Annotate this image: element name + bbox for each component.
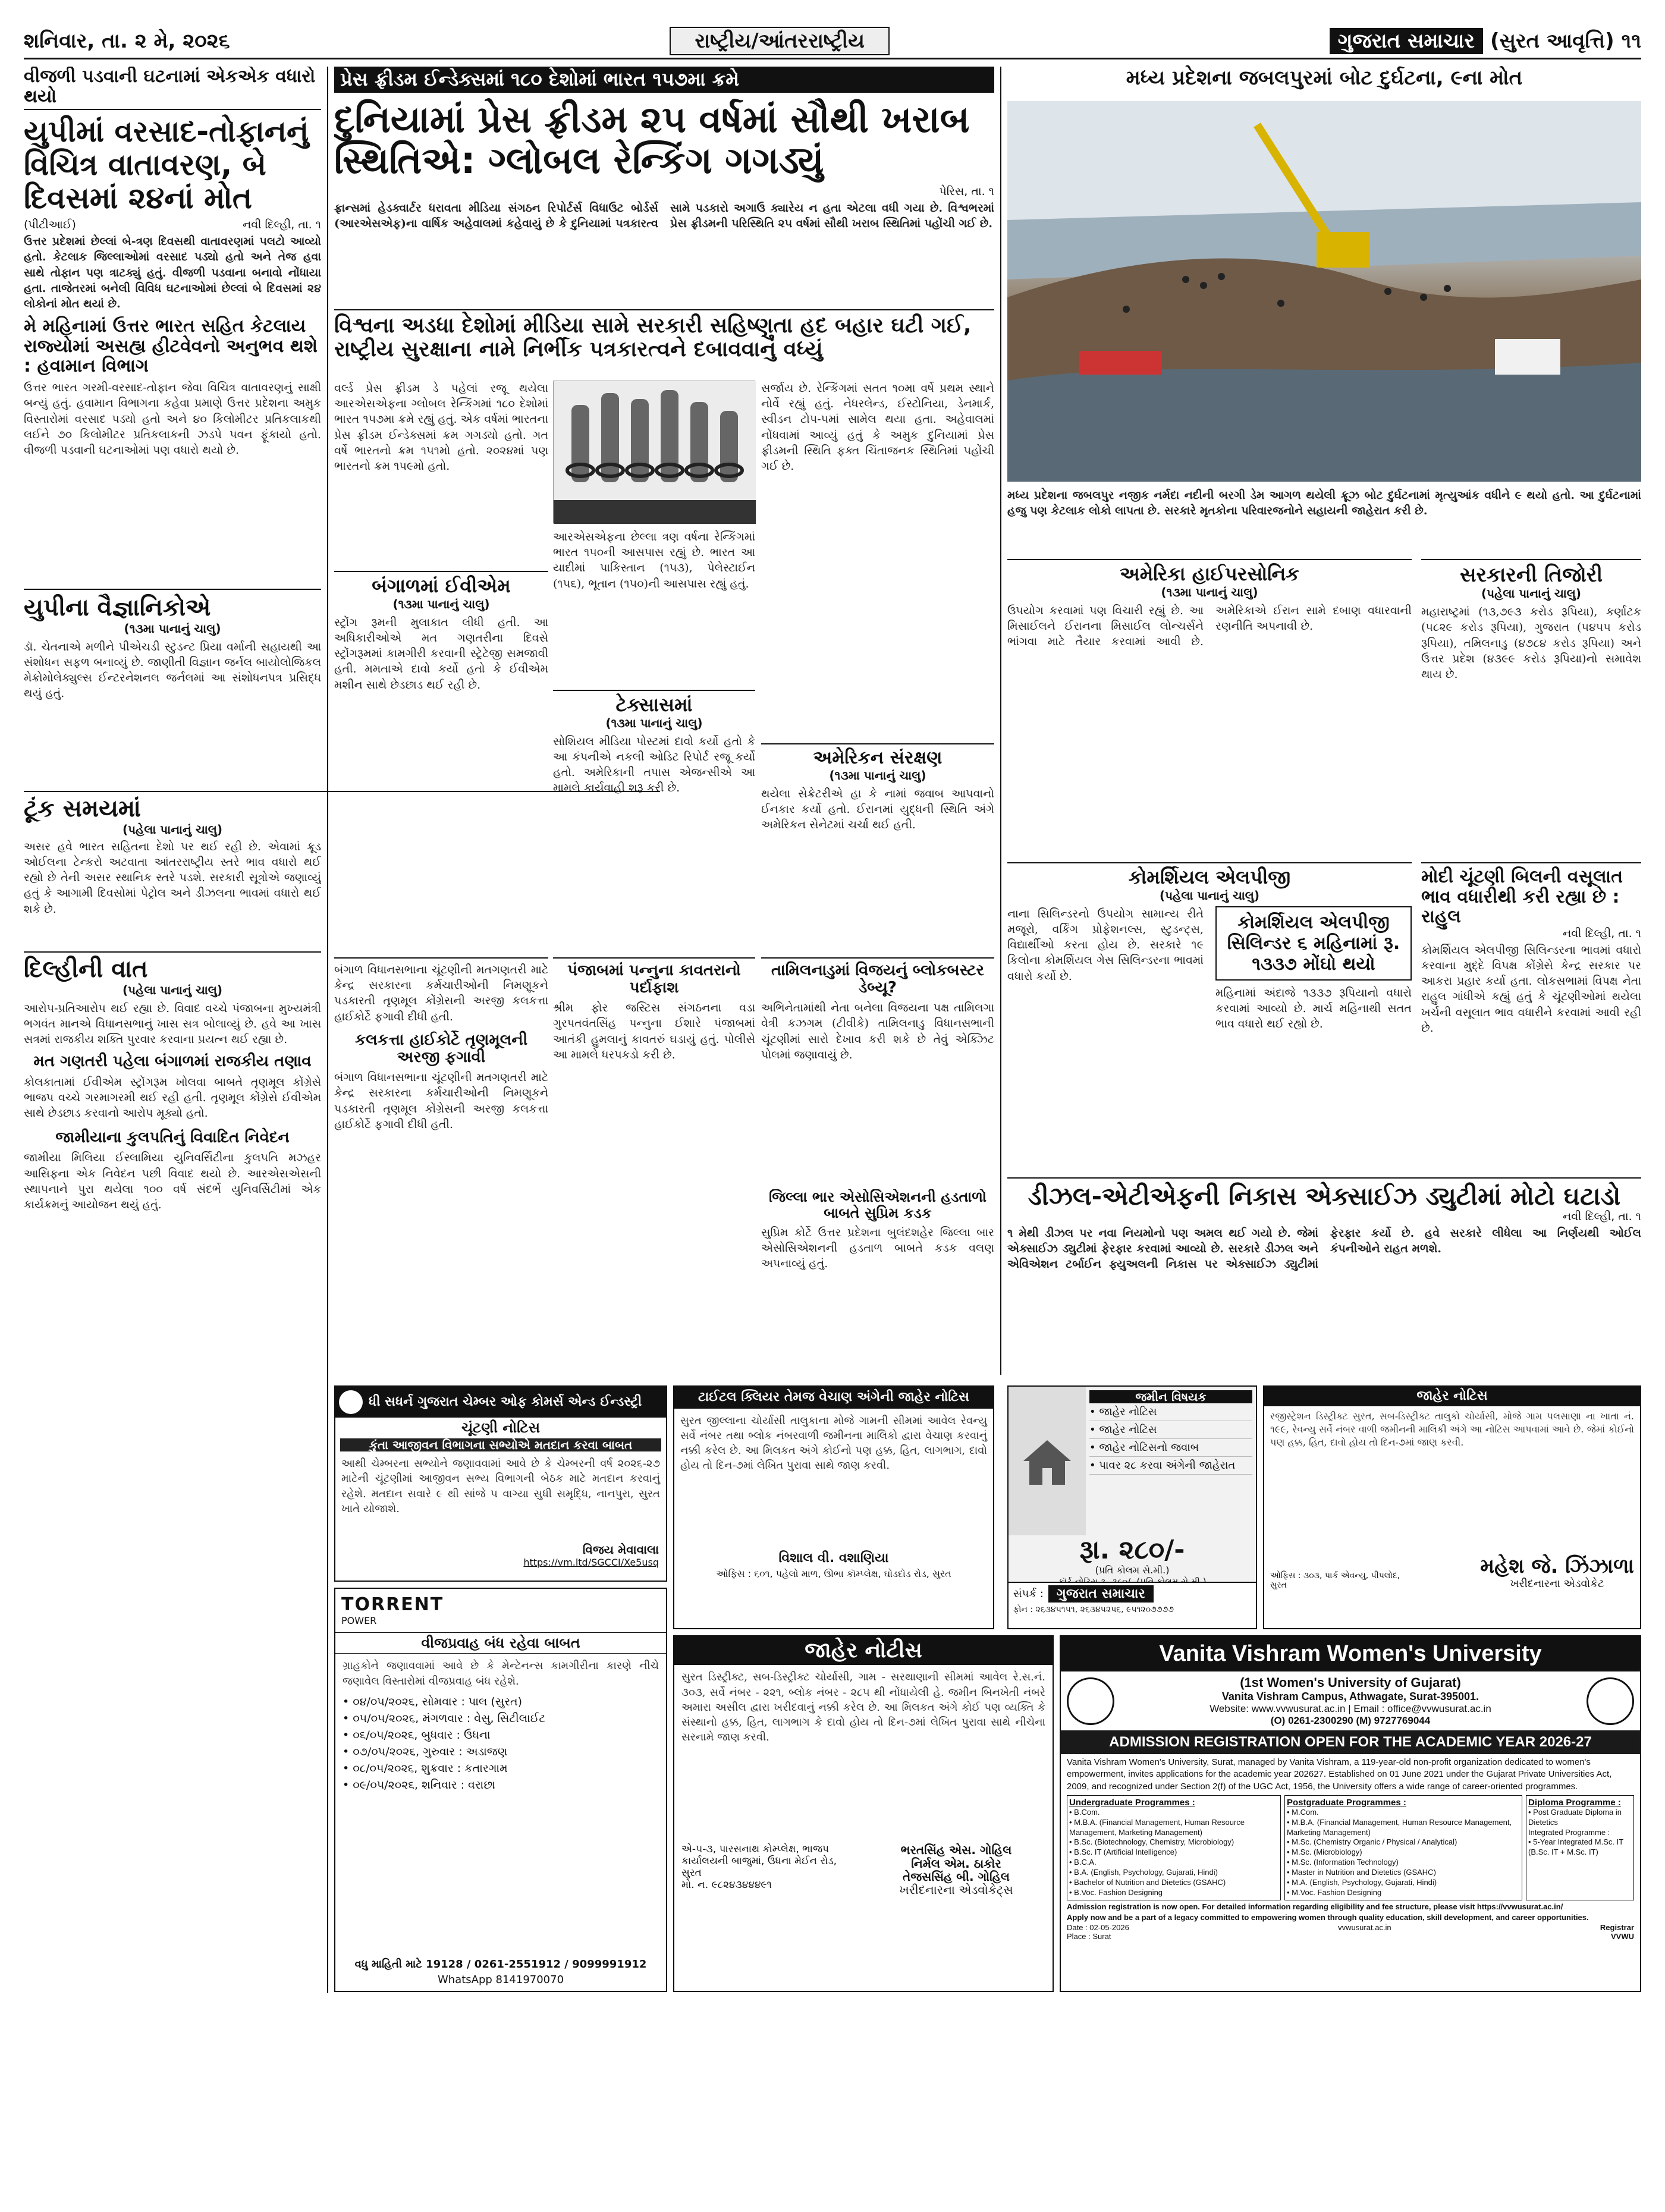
up-scientists-title: યુપીના વૈજ્ઞાનિકોએ <box>24 594 211 621</box>
vvwu-emblem-icon <box>1587 1677 1634 1725</box>
torrent-brand <box>335 1589 666 1632</box>
schedule-row: • ૦૫/૦૫/૨૦૨૬, મંગળવાર : વેસુ, સિટીલાઈટ <box>343 1711 546 1725</box>
press-body-text-3: સર્જાય છે. રેન્કિંગમાં સતત ૧૦મા વર્ષે પ્રથમ સ્થાને નોર્વે રહ્યું હતું. નેધરલેન્ડ, ઈસ્ટોનિયા, ડેનમાર્ક, સ્વીડન ટોપ-૫માં સામેલ થયા હતા. અહેવાલમાં નોંધવામાં આવ્યું હતું કે અમુક દુનિયામાં પ્રેસ ફ્રીડમની સ્થિતિ ફક્ત ચિંતાજનક સ્થિતિમાં પહોંચી ગઈ છે. <box>761 382 994 473</box>
schedule-row: • ૦૮/૦૫/૨૦૨૬, શુક્રવાર : કતારગામ <box>343 1761 508 1775</box>
torrent-ad <box>334 1588 667 1992</box>
vijay-body: અભિનેતામાંથી નેતા બનેલા વિજયના પક્ષ તામિલગા વેત્રી કઝગમ (ટીવીકે) તામિલનાડુ વિધાનસભાની ચૂંટણીમાં સારો દેખાવ કરી શકે છે તેવું એક્ઝિટ પોલમાં જણાવાયું છે. <box>761 1001 994 1061</box>
lower-col-4 <box>761 1189 994 1374</box>
signatory-2: નિર્મલ એમ. ઠાકોર <box>911 1856 1001 1871</box>
vvwu-pg-box <box>1284 1795 1522 1900</box>
schedule-row: • ૦૭/૦૫/૨૦૨૬, ગુરુવાર : અડાજણ <box>343 1745 508 1758</box>
hypersonic-body: ઉપયોગ કરવામાં પણ વિચારી રહ્યું છે. આ મિસાઈલને ઈરાનના મિસાઈલ લોન્ચર્સને ભાંગવા માટે તૈયાર કરવામાં આવી છે. અમેરિકાએ ઈરાન સામે દબાણ વધારવાની રણનીતિ અપનાવી છે. <box>1007 604 1412 649</box>
tiles-item: • જાહેર નોટિસનો જવાબ <box>1089 1439 1252 1457</box>
public-notice <box>673 1635 1054 1992</box>
up-headline: યુપીમાં વરસાદ-તોફાનનું વિચિત્ર વાતાવરણ, બે દિવસમાં ૨૪નાં મોત <box>24 114 309 216</box>
vvwu-banner: ADMISSION REGISTRATION OPEN FOR THE ACADEMIC YEAR 2026-27 <box>1061 1730 1640 1754</box>
tiles-price: રૂા. ૨૮૦/- <box>1079 1535 1185 1565</box>
chamber-logo-icon <box>339 1390 363 1414</box>
photo-kicker: મધ્ય પ્રદેશના જબલપુરમાં બોટ દુર્ઘટના, ૯ના મોત <box>1126 66 1523 90</box>
continued-note: (૧૩મા પાનાનું ચાલુ) <box>124 621 221 636</box>
public-notice-addr: એ-૫-૩, પારસનાથ કોમ્પ્લેક્ષ, ભાજપ કાર્યાલયની બાજુમાં, ઉધના મેઈન રોડ, સુરત <box>681 1843 837 1880</box>
title-clear-sign: વિશાલ વી. વશાણિયા <box>778 1550 889 1566</box>
press-kicker: પ્રેસ ફ્રીડમ ઈન્ડેક્સમાં ૧૮૦ દેશોમાં ભારત ૧૫૭મા ક્રમે <box>334 67 994 93</box>
press-body-text-2: આરએસએફના છેલ્લા ત્રણ વર્ષના રેન્કિંગમાં ભારત ૧૫૦ની આસપાસ રહ્યું છે. ભારત આ યાદીમાં પાકિસ્તાન (૧૫૩), પેલેસ્ટાઈન (૧૫૬), ભૂતાન (૧૫૦)ની આસપાસ રહ્યું હતું. <box>553 530 755 590</box>
vvwu-registrar-org: VVWU <box>1611 1931 1634 1941</box>
right-notice <box>1263 1385 1641 1629</box>
vvwu-ug-head: Undergraduate Programmes : <box>1069 1797 1195 1808</box>
lower-col-1 <box>334 957 548 1374</box>
kolkata-hc-body: બંગાળ વિધાનસભાના ચૂંટણીની મતગણતરી માટે કેન્દ્ર સરકારના કર્મચારીઓની નિમણૂકને પડકારતી તૃણમૂલ કોંગ્રેસની અરજી કલકત્તા હાઈકોર્ટે ફગાવી દીધી હતી. <box>334 1071 548 1131</box>
treasury-body: મહારાષ્ટ્રમાં (૧૩,૭૯૩ કરોડ રૂપિયા), કર્ણાટક (૫૮૨૯ કરોડ રૂપિયા), ગુજરાત (૫૪૫૫ કરોડ રૂપિયા), તમિલનાડુ (૪૭૮૪ કરોડ રૂપિયા) અને ઉત્તર પ્રદેશ (૪૩૯૯ કરોડ રૂપિયા)નો સમાવેશ થાય છે. <box>1421 605 1641 681</box>
vvwu-social[interactable]: vvwusurat.ac.in <box>1338 1922 1391 1932</box>
press-subhead: વિશ્વના અડધા દેશોમાં મીડિયા સામે સરકારી સહિષ્ણુતા હદ બહાર ઘટી ગઈ, રાષ્ટ્રીય સુરક્ષાના નામે નિર્ભીક પત્રકારત્વને દબાવવાનું વધ્યું <box>334 309 994 362</box>
page-number: ૧૧ <box>1621 29 1641 53</box>
tiles-item: • જાહેર નોટિસ <box>1089 1421 1252 1439</box>
tiles-contact-phone: ફોન : ૨૬૩૪૫૧૫૧, ૨૬૩૪૫૨૫૬, ૯૫૧૨૦૭૭૭૭ <box>1013 1605 1174 1614</box>
vvwu-intro: Vanita Vishram Women's University, Surat, managed by Vanita Vishram, a 119-year-old non-profit organization dedicated to women's empowerment, invites applications for the academic year 202627. Established on 01 June 2021 under the Gujarat Private Universities Act, 2009, and recognized under Section 2(f) of the UGC Act, 1956, the University offers a wide range of career-oriented programmes. <box>1067 1757 1612 1792</box>
programme-item: • 5-Year Integrated M.Sc. IT (B.Sc. IT + M.Sc. IT) <box>1528 1837 1623 1857</box>
chamber-text: આથી ચેમ્બરના સભ્યોને જણાવવામાં આવે છે કે ચેમ્બરની વર્ષ ૨૦૨૬-૨૭ માટેની ચૂંટણીમાં આજીવન સભ્ય વિભાગની બેઠક માટે મતદાન કરવાનું રહેશે. મતદાન સવારે ૯ થી સાંજે ૫ વાગ્યા સુધી સમૃદ્ધિ, નાનપુરા, સુરત ખાતે યોજાશે. <box>341 1457 660 1515</box>
up-weather-story <box>24 67 321 578</box>
photo-caption: મધ્ય પ્રદેશના જબલપુર નજીક નર્મદા નદીની બરગી ડેમ આગળ થયેલી ક્રૂઝ બોટ દુર્ઘટનામાં મૃત્યુઆંક વધીને ૯ થયો હતો. આ દુર્ઘટનામાં હજુ પણ કેટલાક લોકો લાપતા છે. સરકારે મૃતકોના પરિવારજનોને સહાયની જાહેરાત કરી છે. <box>1007 489 1641 518</box>
texas-title: ટેક્સાસમાં <box>615 693 693 716</box>
chained-hands-icon <box>554 381 756 524</box>
house-icon <box>1009 1387 1086 1535</box>
programme-item: • M.B.A. (Financial Management, Human Resource Management, Marketing Management) <box>1069 1817 1245 1837</box>
signatory-1: ભરતસિંહ એસ. ગોહિલ <box>900 1843 1012 1858</box>
jamia-body: જામીયા મિલિયા ઈસ્લામિયા યુનિવર્સિટીના કુલપતિ મઝહર આસિફના એક નિવેદન પછી વિવાદ થયો છે. આરએસએસની સ્થાપનાને પુરા થયેલા ૧૦૦ વર્ષ સંદર્ભે યુનિવર્સિટીમાં એક કાર્યક્રમનું આયોજન થયું હતું. <box>24 1151 321 1211</box>
vvwu-registrar: Registrar <box>1600 1922 1634 1932</box>
up-scientists-story <box>24 589 321 785</box>
programme-item: • B.Sc. (Biotechnology, Chemistry, Microbiology) <box>1069 1837 1234 1847</box>
vvwu-note2: Apply now and be a part of a legacy committed to empowering women through quality education, skill development, and career opportunities. <box>1067 1912 1589 1922</box>
vvwu-note1: Admission registration is now open. For detailed information regarding eligibility and fee structure, please visit https://vvwusurat.ac.in/ <box>1067 1902 1563 1911</box>
tiles-item: • પાવર ૨૮ કરવા અંગેની જાહેરાત <box>1089 1457 1252 1475</box>
column-rule <box>327 67 328 1993</box>
continued-note: (૧૩મા પાનાનું ચાલુ) <box>829 768 926 783</box>
vvwu-dip-head: Diploma Programme : <box>1528 1797 1621 1808</box>
texas-body: સોશિયલ મીડિયા પોસ્ટમાં દાવો કર્યો હતો કે આ કંપનીએ નકલી ઓડિટ રિપોર્ટ રજૂ કર્યો હતો. અમેરિકાની તપાસ એજન્સીએ આ મામલે કાર્યવાહી શરૂ કરી છે. <box>553 734 755 795</box>
programme-item: • B.Sc. IT (Artificial Intelligence) <box>1069 1847 1177 1857</box>
programme-item: • M.B.A. (Financial Management, Human Resource Management, Marketing Management) <box>1287 1817 1512 1837</box>
continued-note: (૧૩મા પાનાનું ચાલુ) <box>392 596 490 611</box>
lpg-box-headline: કોમર્શિયલ એલપીજી સિલિન્ડર ૬ મહિનામાં રૂ. ૧૩૩૭ મોંઘો થયો <box>1215 906 1412 981</box>
vvwu-dip-box <box>1526 1795 1634 1900</box>
hypersonic-title: અમેરિકા હાઈપરસોનિક <box>1120 563 1299 585</box>
press-body-2 <box>553 529 755 684</box>
title-clear-text: સુરત જીલ્લાના ચોર્યાસી તાલુકાના મોજે ગામની સીમમાં આવેલ રેવન્યુ સર્વે નંબર તથા બ્લોક નંબરવાળી જમીનના માલિકો દ્વારા વેચાણ કરવાનું નક્કી કરેલ છે. આ મિલકત અંગે કોઈનો પણ હક્ક, હિત, લાગભાગ, દાવો હોય તો દિન-૭માં લેખિત પુરાવા સાથે જાણ કરવી. <box>680 1414 987 1472</box>
treasury-title: સરકારની તિજોરી <box>1459 563 1603 587</box>
torrent-title: વીજપ્રવાહ બંધ રહેવા બાબત <box>335 1632 666 1654</box>
press-headline: દુનિયામાં પ્રેસ ફ્રીડમ ૨૫ વર્ષમાં સૌથી ખરાબ સ્થિતિએ: ગ્લોબલ રેન્કિંગ ગગડ્યું <box>334 97 970 183</box>
masthead <box>24 24 1641 59</box>
lpg-body-2: મહિનામાં અંદાજે ૧૩૩૭ રૂપિયાનો વધારો કરવામાં આવ્યો છે. માર્ચ મહિનાથી સતત ભાવ વધારો થઈ રહ્યો છે. <box>1215 986 1412 1031</box>
vvwu-campus: Vanita Vishram Campus, Athwagate, Surat-395001. <box>1221 1691 1479 1702</box>
press-lead: ફ્રાન્સમાં હેડક્વાર્ટર ધરાવતા મીડિયા સંગઠન રિપોર્ટર્સ વિધાઉટ બોર્ડર્સ (આરએસએફ)ના વાર્ષિક અહેવાલમાં કહેવાયું છે કે દુનિયામાં પત્રકારત્વ સામે પડકારો અગાઉ ક્યારેય ન હતા એટલા વધી ગયા છે. વિશ્વભરમાં પ્રેસ ફ્રીડમની પરિસ્થિતિ ૨૫ વર્ષમાં સૌથી ખરાબ સ્થિતિમાં પહોંચી ગઈ છે. <box>334 201 994 230</box>
tiles-price-sub: (પ્રતિ કોલમ સે.મી.) <box>1095 1564 1170 1576</box>
right-notice-sign: મહેશ જે. ઝિંઝાળા <box>1480 1554 1634 1578</box>
rahul-story <box>1421 862 1641 1171</box>
programme-item: • Bachelor of Nutrition and Dietetics (GSAHC) <box>1069 1877 1226 1887</box>
torrent-whatsapp[interactable]: WhatsApp 8141970070 <box>437 1974 564 1986</box>
signatory-role: ખરીદનારના એડવોકેટ્સ <box>899 1883 1013 1897</box>
tiles-item: • જાહેર નોટિસ <box>1089 1403 1252 1421</box>
bengal-evm-title: બંગાળમાં ઈવીએમ <box>372 574 511 597</box>
programme-item: • Post Graduate Diploma in Dietetics <box>1528 1807 1622 1827</box>
programme-item: • B.C.A. <box>1069 1858 1097 1867</box>
us-defence-title: અમેરિકન સંરક્ષણ <box>813 747 943 768</box>
up-subhead: મે મહિનામાં ઉત્તર ભારત સહિત કેટલાય રાજ્યોમાં અસહ્ય હીટવેવનો અનુભવ થશે : હવામાન વિભાગ <box>24 316 318 377</box>
programme-item: • M.Sc. (Chemistry Organic / Physical / Analytical) <box>1287 1837 1457 1847</box>
up-kicker: વીજળી પડવાની ઘટનામાં એકએક વધારો થયો <box>24 67 321 110</box>
up-dateline: નવી દિલ્હી, તા. ૧ <box>243 218 321 232</box>
bar-strike-title: જિલ્લા ભાર એસોસિએશનની હડતાળો બાબતે સુપ્રિમ કડક <box>768 1189 987 1221</box>
vvwu-header <box>1061 1636 1640 1671</box>
public-notice-phone: મો. ન. ૯૮૨૪૩૪૪૪૯૧ <box>681 1879 772 1891</box>
lpg-story <box>1007 862 1412 1171</box>
chamber-sub: ચૂંટણી નોટિસ <box>461 1419 541 1436</box>
boat-accident-photo <box>1007 101 1641 482</box>
programme-item: • M.Sc. (Microbiology) <box>1287 1847 1362 1857</box>
vvwu-pg-list <box>1287 1808 1520 1898</box>
programme-item: • B.A. (English, Psychology, Gujarati, Hindi) <box>1069 1868 1218 1877</box>
programme-item: • M.Com. <box>1287 1807 1319 1817</box>
continued-note: (પહેલા પાનાનું ચાલુ) <box>122 982 223 997</box>
vvwu-ug-box <box>1067 1795 1281 1900</box>
up-lead: ઉત્તર પ્રદેશમાં છેલ્લાં બે-ત્રણ દિવસથી વાતાવરણમાં પલટો આવ્યો હતો. કેટલાક જિલ્લાઓમાં વરસાદ પડ્યો હતો અને તેજ હવા સાથે તોફાન પણ ત્રાટક્યું હતું. વીજળી પડવાના બનાવો નોંધાયા હતા. તાજેતરમાં બનેલી વિવિધ ઘટનાઓમાં છેલ્લાં બે દિવસમાં ૨૪ લોકોનાં મોત થયાં છે. <box>24 235 321 311</box>
photo-kicker-box <box>1007 67 1641 96</box>
continued-note: (પહેલા પાનાનું ચાલુ) <box>1481 586 1582 601</box>
press-illustration <box>553 381 755 523</box>
public-notice-title: જાહેર નોટીસ <box>674 1636 1053 1665</box>
diesel-headline: ડીઝલ-એટીએફની નિકાસ એક્સાઈઝ ડ્યુટીમાં મોટો ઘટાડો <box>1028 1182 1621 1211</box>
rahul-body: કોમર્શિયલ એલપીજી સિલિન્ડરના ભાવમાં વધારો કરવાના મુદ્દે વિપક્ષ કોંગ્રેસે કેન્દ્ર સરકાર પર આકરા પ્રહાર કર્યા હતા. લોકસભામાં વિપક્ષ નેતા રાહુલ ગાંધીએ કહ્યું હતું કે ચૂંટણીઓમાં થયેલા ખર્ચની વસૂલાત ભાવ વધારીને કરવામાં આવી રહી છે. <box>1421 943 1641 1035</box>
bengal-subhead: મત ગણતરી પહેલા બંગાળમાં રાજકીય તણાવ <box>33 1052 312 1071</box>
punjab-body: શ્રીમ ફોર જસ્ટિસ સંગઠનના વડા ગુરપતવંતસિંહ પન્નુના ઈશારે પંજાબમાં આતંકી હુમલાનું કાવતરું ઘડાયું હતું. પોલીસે આ મામલે ધરપકડો કરી છે. <box>553 1001 755 1061</box>
vvwu-seal-icon <box>1067 1677 1114 1725</box>
continued-note: (પહેલા પાનાનું ચાલુ) <box>122 822 223 837</box>
lower-col1-body: બંગાળ વિધાનસભાના ચૂંટણીની મતગણતરી માટે કેન્દ્ર સરકારના કર્મચારીઓની નિમણૂકને પડકારતી તૃણમૂલ કોંગ્રેસની અરજી કલકત્તા હાઈકોર્ટે ફગાવી દીધી હતી. <box>334 963 548 1023</box>
tiles-list <box>1089 1403 1252 1475</box>
tiles-contact <box>1007 1582 1257 1629</box>
vvwu-ug-list <box>1069 1808 1278 1898</box>
edition-label: (સુરત આવૃત્તિ) <box>1490 29 1614 53</box>
up-scientists-body: ડૉ. ચેતનાએ મળીને પીએચડી સ્ટુડન્ટ પ્રિયા વર્માની સહાયથી આ સંશોધન સફળ બનાવ્યું છે. જાણીતી વિજ્ઞાન જર્નલ બાયોલોજિકલ મેક્રોમોલેક્યુલ્સ ઈન્ટરનેશનલ જર્નલમાં આ સંશોધનપત્ર પ્રસિદ્ધ થયું હતું. <box>24 640 321 700</box>
schedule-row: • ૦૪/૦૫/૨૦૨૬, સોમવાર : પાલ (સુરત) <box>343 1695 523 1708</box>
issue-date: શનિવાર, તા. ૨ મે, ૨૦૨૬ <box>24 29 230 53</box>
chamber-ad <box>334 1385 667 1582</box>
chamber-title: ધી સધર્ન ગુજરાત ચેમ્બર ઓફ કોમર્સ એન્ડ ઈન્ડસ્ટ્રી <box>369 1394 642 1409</box>
torrent-logo: TORRENT <box>341 1594 444 1615</box>
soon-body: અસર હવે ભારત સહિતના દેશો પર થઈ રહી છે. એવામાં ક્રૂડ ઓઈલના ટેન્કરો અટવાતા આંતરરાષ્ટ્રીય સ્તરે ભાવ વધારો થઈ રહ્યો છે તેની અસર સ્થાનિક સ્તરે પડશે. સરકારી સૂત્રોએ જણાવ્યું હતું કે આગામી દિવસોમાં પેટ્રોલ અને ડીઝલના ભાવમાં વધારો થઈ શકે છે. <box>24 840 321 916</box>
title-clear-title: ટાઈટલ ક્લિયર તેમજ વેચાણ અંગેની જાહેર નોટિસ <box>674 1387 993 1409</box>
section-label: રાષ્ટ્રીય/આંતરરાષ્ટ્રીય <box>670 27 889 55</box>
vvwu-pg-head: Postgraduate Programmes : <box>1287 1797 1406 1808</box>
torrent-helpline: વધુ માહિતી માટે 19128 / 0261-2551912 / 9099991912 <box>354 1958 647 1971</box>
us-defence-story <box>761 743 994 951</box>
programme-item: • M.Voc. Fashion Designing <box>1287 1887 1382 1897</box>
chamber-url[interactable]: https://vm.ltd/SGCCI/Xe5usq <box>523 1556 659 1568</box>
right-notice-addr: ઓફિસ : ૩૦૩, પાર્ક એવન્યુ, પીપલોદ, સુરત <box>1270 1570 1400 1590</box>
press-body-3 <box>761 381 994 737</box>
programme-item: Integrated Programme : <box>1528 1827 1610 1837</box>
bengal-evm-story <box>334 571 548 951</box>
vvwu-sub: (1st Women's University of Gujarat) <box>1240 1675 1461 1690</box>
programme-item: • Master in Nutrition and Dietetics (GSAHC) <box>1287 1868 1436 1877</box>
press-dateline: પેરિસ, તા. ૧ <box>939 184 994 198</box>
torrent-text: ગ્રાહકોને જણાવવામાં આવે છે કે મેન્ટેનન્સ કામગીરીના કારણે નીચે જણાવેલ વિસ્તારોમાં વીજપ્રવાહ બંધ રહેશે. <box>343 1660 659 1688</box>
vvwu-dip-list <box>1528 1808 1632 1858</box>
bengal-evm-body: સ્ટ્રોંગ રૂમની મુલાકાત લીધી હતી. આ અધિકારીઓએ મત ગણતરીના દિવસે સ્ટ્રોંગરૂમમાં કામગીરી કરવાની સ્ટ્રેટેજી સમજાવી હતી. મમતાએ દાવો કર્યો હતો કે ઈવીએમ મશીન સાથે છેડછાડ થઈ રહી છે. <box>334 615 548 692</box>
us-defence-body: થયેલા સેક્રેટરીએ હા કે નામાં જવાબ આપવાનો ઈનકાર કર્યો હતો. ઈરાનમાં યુદ્ધની સ્થિતિ અંગે અમેરિકન સેનેટમાં ચર્ચા થઈ હતી. <box>761 787 994 832</box>
chamber-sub2: કુંતા આજીવન વિભાગના સભ્યોએ મતદાન કરવા બાબત <box>340 1438 661 1451</box>
rescue-scene-image <box>1007 101 1641 482</box>
tiles-contact-brand: ગુજરાત સમાચાર <box>1048 1585 1154 1603</box>
delhi-story <box>24 951 321 1992</box>
column-rule <box>1000 67 1001 1375</box>
public-notice-address-block <box>681 1843 854 1897</box>
jamia-subhead: જામીયાના કુલપતિનું વિવાદિત નિવેદન <box>55 1129 290 1147</box>
treasury-story <box>1421 559 1641 856</box>
soon-title: ટૂંક સમયમાં <box>24 795 141 822</box>
programme-item: • B.Voc. Fashion Designing <box>1069 1887 1163 1897</box>
delhi-title: દિલ્હીની વાત <box>24 956 148 983</box>
delhi-body: આરોપ-પ્રતિઆરોપ થઈ રહ્યા છે. વિવાદ વચ્ચે પંજાબના મુખ્યમંત્રી ભગવંત માનએ વિધાનસભાનું ખાસ સત્ર બોલાવ્યું છે. હવે આ ખાસ સત્રમાં રાજકીય શક્તિ પુરવાર કરવાના પ્રયત્ન થઈ રહ્યા છે. <box>24 1001 321 1047</box>
up-agency: (પીટીઆઈ) <box>24 218 76 232</box>
tiles-heading: જમીન વિષયક <box>1089 1390 1252 1403</box>
punjab-title: પંજાબમાં પન્નુના કાવતરાનો પર્દાફાશ <box>567 962 741 997</box>
press-body-1 <box>334 381 548 565</box>
continued-note: (૧૩મા પાનાનું ચાલુ) <box>605 715 703 730</box>
lower-col-3 <box>761 957 994 1183</box>
tiles-contact-label: સંપર્ક : <box>1013 1588 1044 1600</box>
paper-brand <box>1330 28 1641 54</box>
lpg-body: નાના સિલિન્ડરનો ઉપયોગ સામાન્ય રીતે મજૂરો, વર્કિંગ પ્રોફેશનલ્સ, સ્ટુડન્ટ્સ, વિદ્યાર્થીઓ કરતા હોય છે. સરકારે ૧૯ કિલોના કોમર્શિયલ ગેસ સિલિન્ડરના ભાવમાં વધારો કર્યો છે. <box>1007 907 1204 983</box>
rahul-headline: મોદી ચૂંટણી બિલની વસૂલાત ભાવ વધારીથી કરી રહ્યા છે : રાહુલ <box>1421 866 1623 928</box>
diesel-dateline: નવી દિલ્હી, તા. ૧ <box>1563 1210 1641 1224</box>
title-clear-notice <box>673 1385 994 1629</box>
chamber-sign: વિજય મેવાવાલા <box>582 1542 659 1557</box>
vijay-title: તામિલનાડુમાં વિજયનું બ્લોકબસ્ટર ડેબ્યૂ? <box>771 962 984 997</box>
diesel-atf-story <box>1007 1177 1641 1374</box>
public-notice-signatories <box>867 1843 1045 1897</box>
vvwu-web[interactable]: Website: www.vvwusurat.ac.in | Email : office@vvwusurat.ac.in <box>1210 1703 1491 1714</box>
right-notice-title: જાહેર નોટિસ <box>1264 1387 1640 1406</box>
programme-item: • B.Com. <box>1069 1807 1100 1817</box>
bar-strike-body: સુપ્રિમ કોર્ટે ઉત્તર પ્રદેશના બુલંદશહેર જિલ્લા બાર એસોસિએશનની હડતાળ બાબતે કડક વલણ અપનાવ્યું હતું. <box>761 1226 994 1271</box>
programme-item: • M.A. (English, Psychology, Gujarati, Hindi) <box>1287 1877 1437 1887</box>
torrent-logo-sub: POWER <box>341 1614 377 1626</box>
vvwu-name: Vanita Vishram Women's University <box>1159 1641 1542 1666</box>
vvwu-ad <box>1060 1635 1641 1992</box>
right-notice-role: ખરીદનારના એડવોકેટ <box>1510 1577 1604 1590</box>
paper-logo: ગુજરાત સમાચાર <box>1330 28 1483 54</box>
bengal-body: કોલકાતામાં ઈવીએમ સ્ટ્રોંગરૂમ ખોલવા બાબતે તૃણમૂલ કોંગ્રેસે ભાજપ વચ્ચે ગરમાગરમી થઈ રહી હતી. તૃણમૂલ કોંગ્રેસે ઈવીએમ સાથે છેડછાડ કરવાનો આરોપ મૂક્યો હતો. <box>24 1075 321 1120</box>
lpg-title: કોમર્શિયલ એલપીજી <box>1128 866 1291 888</box>
rahul-dateline: નવી દિલ્હી, તા. ૧ <box>1563 926 1641 940</box>
kolkata-hc-title: કલકત્તા હાઈકોર્ટે તૃણમૂલની અરજી ફગાવી <box>354 1030 528 1066</box>
schedule-row: • ૦૯/૦૫/૨૦૨૬, શનિવાર : વરાછા <box>343 1778 495 1792</box>
vvwu-phone: (O) 0261-2300290 (M) 9727769044 <box>1270 1715 1431 1726</box>
public-notice-text: સુરત ડિસ્ટ્રીક્ટ, સબ-ડિસ્ટ્રીક્ટ ચોર્યાસી, ગામ - સરથાણાની સીમમાં આવેલ રે.સ.નં. ૩૦૩, સર્વે નંબર - ૨૨૧, બ્લોક નંબર - ૨૮૫ થી નોંધાયેલી હે. જમીન બિનખેતી નંબરે અમારા અસીલ દ્વારા ખરીદવાનું નક્કી કરેલ છે. આ મિલકત અંગે કોઈ પણ વ્યક્તિ કે સંસ્થાનો હક્ક, હિત, લાગભાગ કે દાવો હોય તો દિન-૭માં લેખિત પુરાવા સાથે નીચેના સરનામે જાણ કરવી. <box>681 1671 1045 1744</box>
lower-col-2 <box>553 957 755 1374</box>
vvwu-date: Date : 02-05-2026 <box>1067 1922 1129 1932</box>
programme-item: • M.Sc. (Information Technology) <box>1287 1858 1399 1867</box>
hypersonic-story <box>1007 559 1412 856</box>
press-body-text-1: વર્લ્ડ પ્રેસ ફ્રીડમ ડે પહેલાં રજૂ થયેલા આરએસએફના ગ્લોબલ રેન્કિંગમાં ૧૮૦ દેશોમાં ભારત ૧૫૭મા ક્રમે રહ્યું હતું. એક વર્ષમાં ભારતના પ્રેસ ફ્રીડમ ઈન્ડેક્સમાં ક્રમ ગગડ્યો હતો. ગત વર્ષે ભારતનો ક્રમ ૧૫૧મો હતો. ૨૦૨૪માં પણ ભારતનો ક્રમ ૧૫૯મો હતો. <box>334 382 548 473</box>
vvwu-place: Place : Surat <box>1067 1931 1111 1941</box>
schedule-row: • ૦૬/૦૫/૨૦૨૬, બુધવાર : ઉધના <box>343 1728 491 1742</box>
title-clear-addr: ઓફિસ : ૬૦૧, પહેલો માળ, ઊભા કૉમ્પ્લેક્ષ, ઘોડદોડ રોડ, સુરત <box>716 1568 951 1580</box>
up-body: ઉત્તર ભારત ગરમી-વરસાદ-તોફાન જેવા વિચિત્ર વાતાવરણનું સાક્ષી બન્યું હતું. હવામાન વિભાગના કહેવા પ્રમાણે ઉત્તર પ્રદેશના અમુક વિસ્તારોમાં વરસાદ પડ્યો હતો અને ૪૦ કિલોમીટર પ્રતિકલાકથી લઈને ૭૦ કિલોમીટર પ્રતિકલાકની ઝડપે પવન ફૂંકાયો હતો. વીજળી પડવાની ઘટનાઓમાં પણ વધારો થયો છે. <box>24 381 321 457</box>
diesel-body: ૧ મેથી ડીઝલ પર નવા નિયમોનો પણ અમલ થઈ ગયો છે. જેમાં એક્સાઈઝ ડ્યુટીમાં ફેરફાર કરવામાં આવ્યો છે. સરકારે ડીઝલ અને એવિએશન ટર્બાઈન ફ્યુઅલની નિકાસ પર એક્સાઈઝ ડ્યુટીમાં ફેરફાર કર્યો છે. હવે સરકારે લીધેલા આ નિર્ણયથી ઓઈલ કંપનીઓને રાહત મળશે. <box>1007 1227 1641 1271</box>
signatory-3: તેજસસિંહ બી. ગોહિલ <box>902 1869 1010 1884</box>
continued-note: (૧૩મા પાનાનું ચાલુ) <box>1161 585 1258 599</box>
torrent-schedule <box>335 1693 666 1793</box>
texas-story <box>553 690 755 951</box>
continued-note: (પહેલા પાનાનું ચાલુ) <box>1159 888 1260 903</box>
right-notice-text: રજીસ્ટ્રેશન ડિસ્ટ્રીક્ટ સુરત, સબ-ડિસ્ટ્રીક્ટ તાલુકો ચોર્યાસી, મોજે ગામ પલસાણા ના ખાતા નં. ૧૯૯, રેવન્યુ સર્વે નંબર વાળી જમીનની માલિકી અંગે આ નોટિસ આપવામાં આવે છે. જેમાં કોઈનો પણ હક્ક, હિત, દાવો હોય તો દિન-૭માં જાણ કરવી. <box>1270 1410 1634 1449</box>
